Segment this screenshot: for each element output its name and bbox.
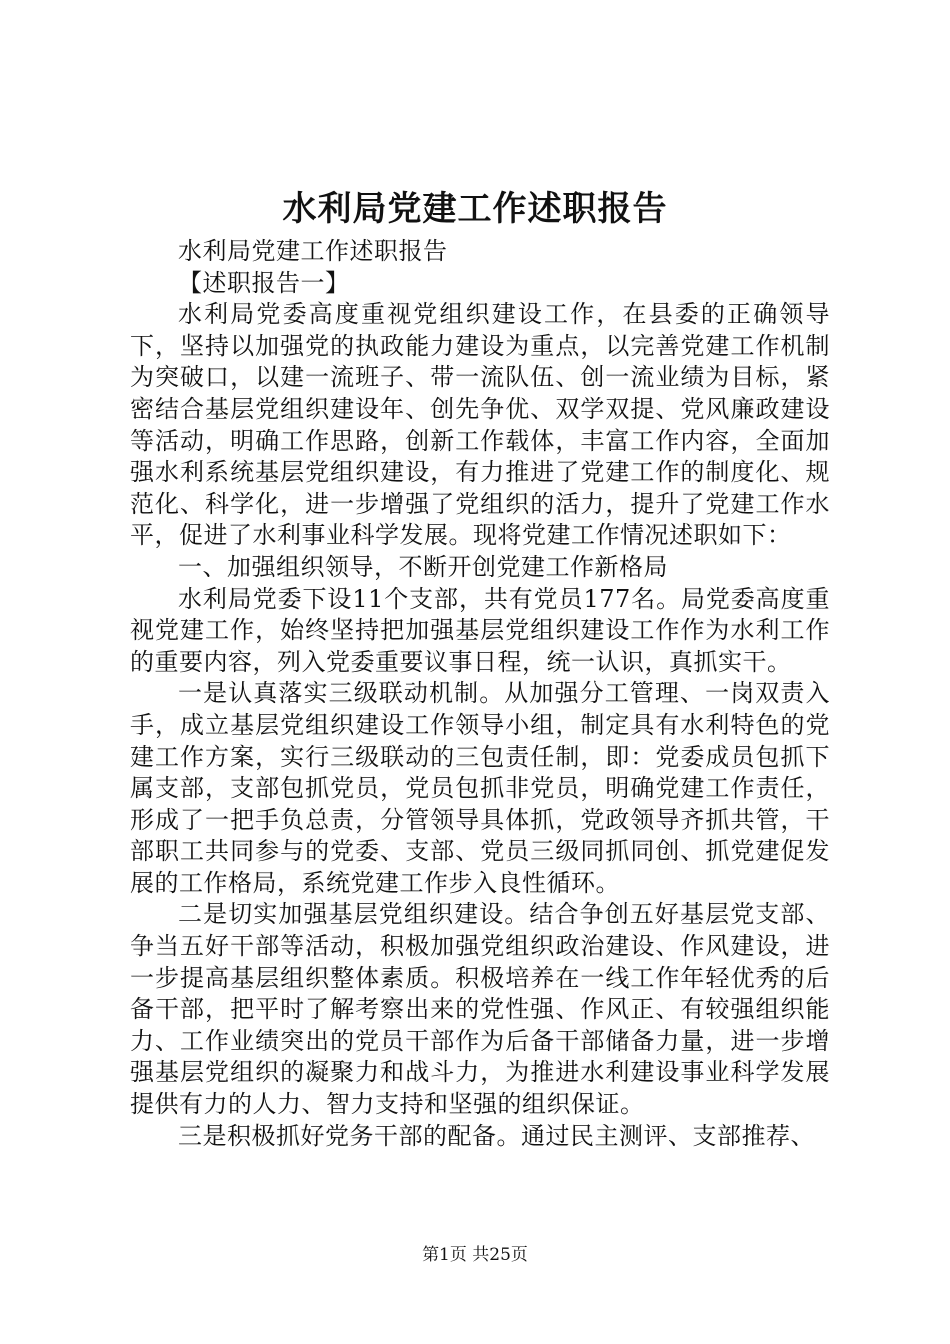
section-marker: 【述职报告一】 (178, 268, 350, 297)
page-number-footer: 第1页 共25页 (422, 1245, 528, 1265)
paragraph-point-two: 二是切实加强基层党组织建设。结合争创五好基层党支部、争当五好干部等活动，积极加强党组织政治建设、作风建设，进一步提高基层组织整体素质。积极培养在一线工作年轻优秀的后备干部，把平时了解考察出来的党性强、作风正、有较强组织能力、工作业绩突出的党员干部作为后备干部储备力量，进一步增强基层党组织的凝聚力和战斗力，为推进水利建设事业科学发展提供有力的人力、智力支持和坚强的组织保证。 (130, 900, 830, 1119)
document-title: 水利局党建工作述职报告 (282, 189, 668, 229)
paragraph-point-three: 三是积极抓好党务干部的配备。通过民主测评、支部推荐、 (178, 1121, 815, 1150)
paragraph-party-overview: 水利局党委下设11个支部，共有党员177名。局党委高度重视党建工作，始终坚持把加强基层党组织建设工作作为水利工作的重要内容，列入党委重要议事日程，统一认识，真抓实干。 (130, 584, 830, 676)
document-subtitle: 水利局党建工作述职报告 (178, 237, 448, 265)
paragraph-point-one: 一是认真落实三级联动机制。从加强分工管理、一岗双责入手，成立基层党组织建设工作领导小组，制定具有水利特色的党建工作方案，实行三级联动的三包责任制，即：党委成员包抓下属支部，支部包抓党员，党员包抓非党员，明确党建工作责任，形成了一把手负总责，分管领导具体抓，党政领导齐抓共管，干部职工共同参与的党委、支部、党员三级同抓同创、抓党建促发展的工作格局，系统党建工作步入良性循环。 (130, 679, 830, 897)
document-body (130, 236, 830, 1152)
section-heading: 一、加强组织领导，不断开创党建工作新格局 (178, 552, 668, 581)
paragraph-intro: 水利局党委高度重视党组织建设工作，在县委的正确领导下，坚持以加强党的执政能力建设为重点，以完善党建工作机制为突破口，以建一流班子、带一流队伍、创一流业绩为目标，紧密结合基层党组织建设年、创先争优、双学双提、党风廉政建设等活动，明确工作思路，创新工作载体，丰富工作内容，全面加强水利系统基层党组织建设，有力推进了党建工作的制度化、规范化、科学化，进一步增强了党组织的活力，提升了党建工作水平，促进了水利事业科学发展。现将党建工作情况述职如下： (130, 300, 830, 550)
